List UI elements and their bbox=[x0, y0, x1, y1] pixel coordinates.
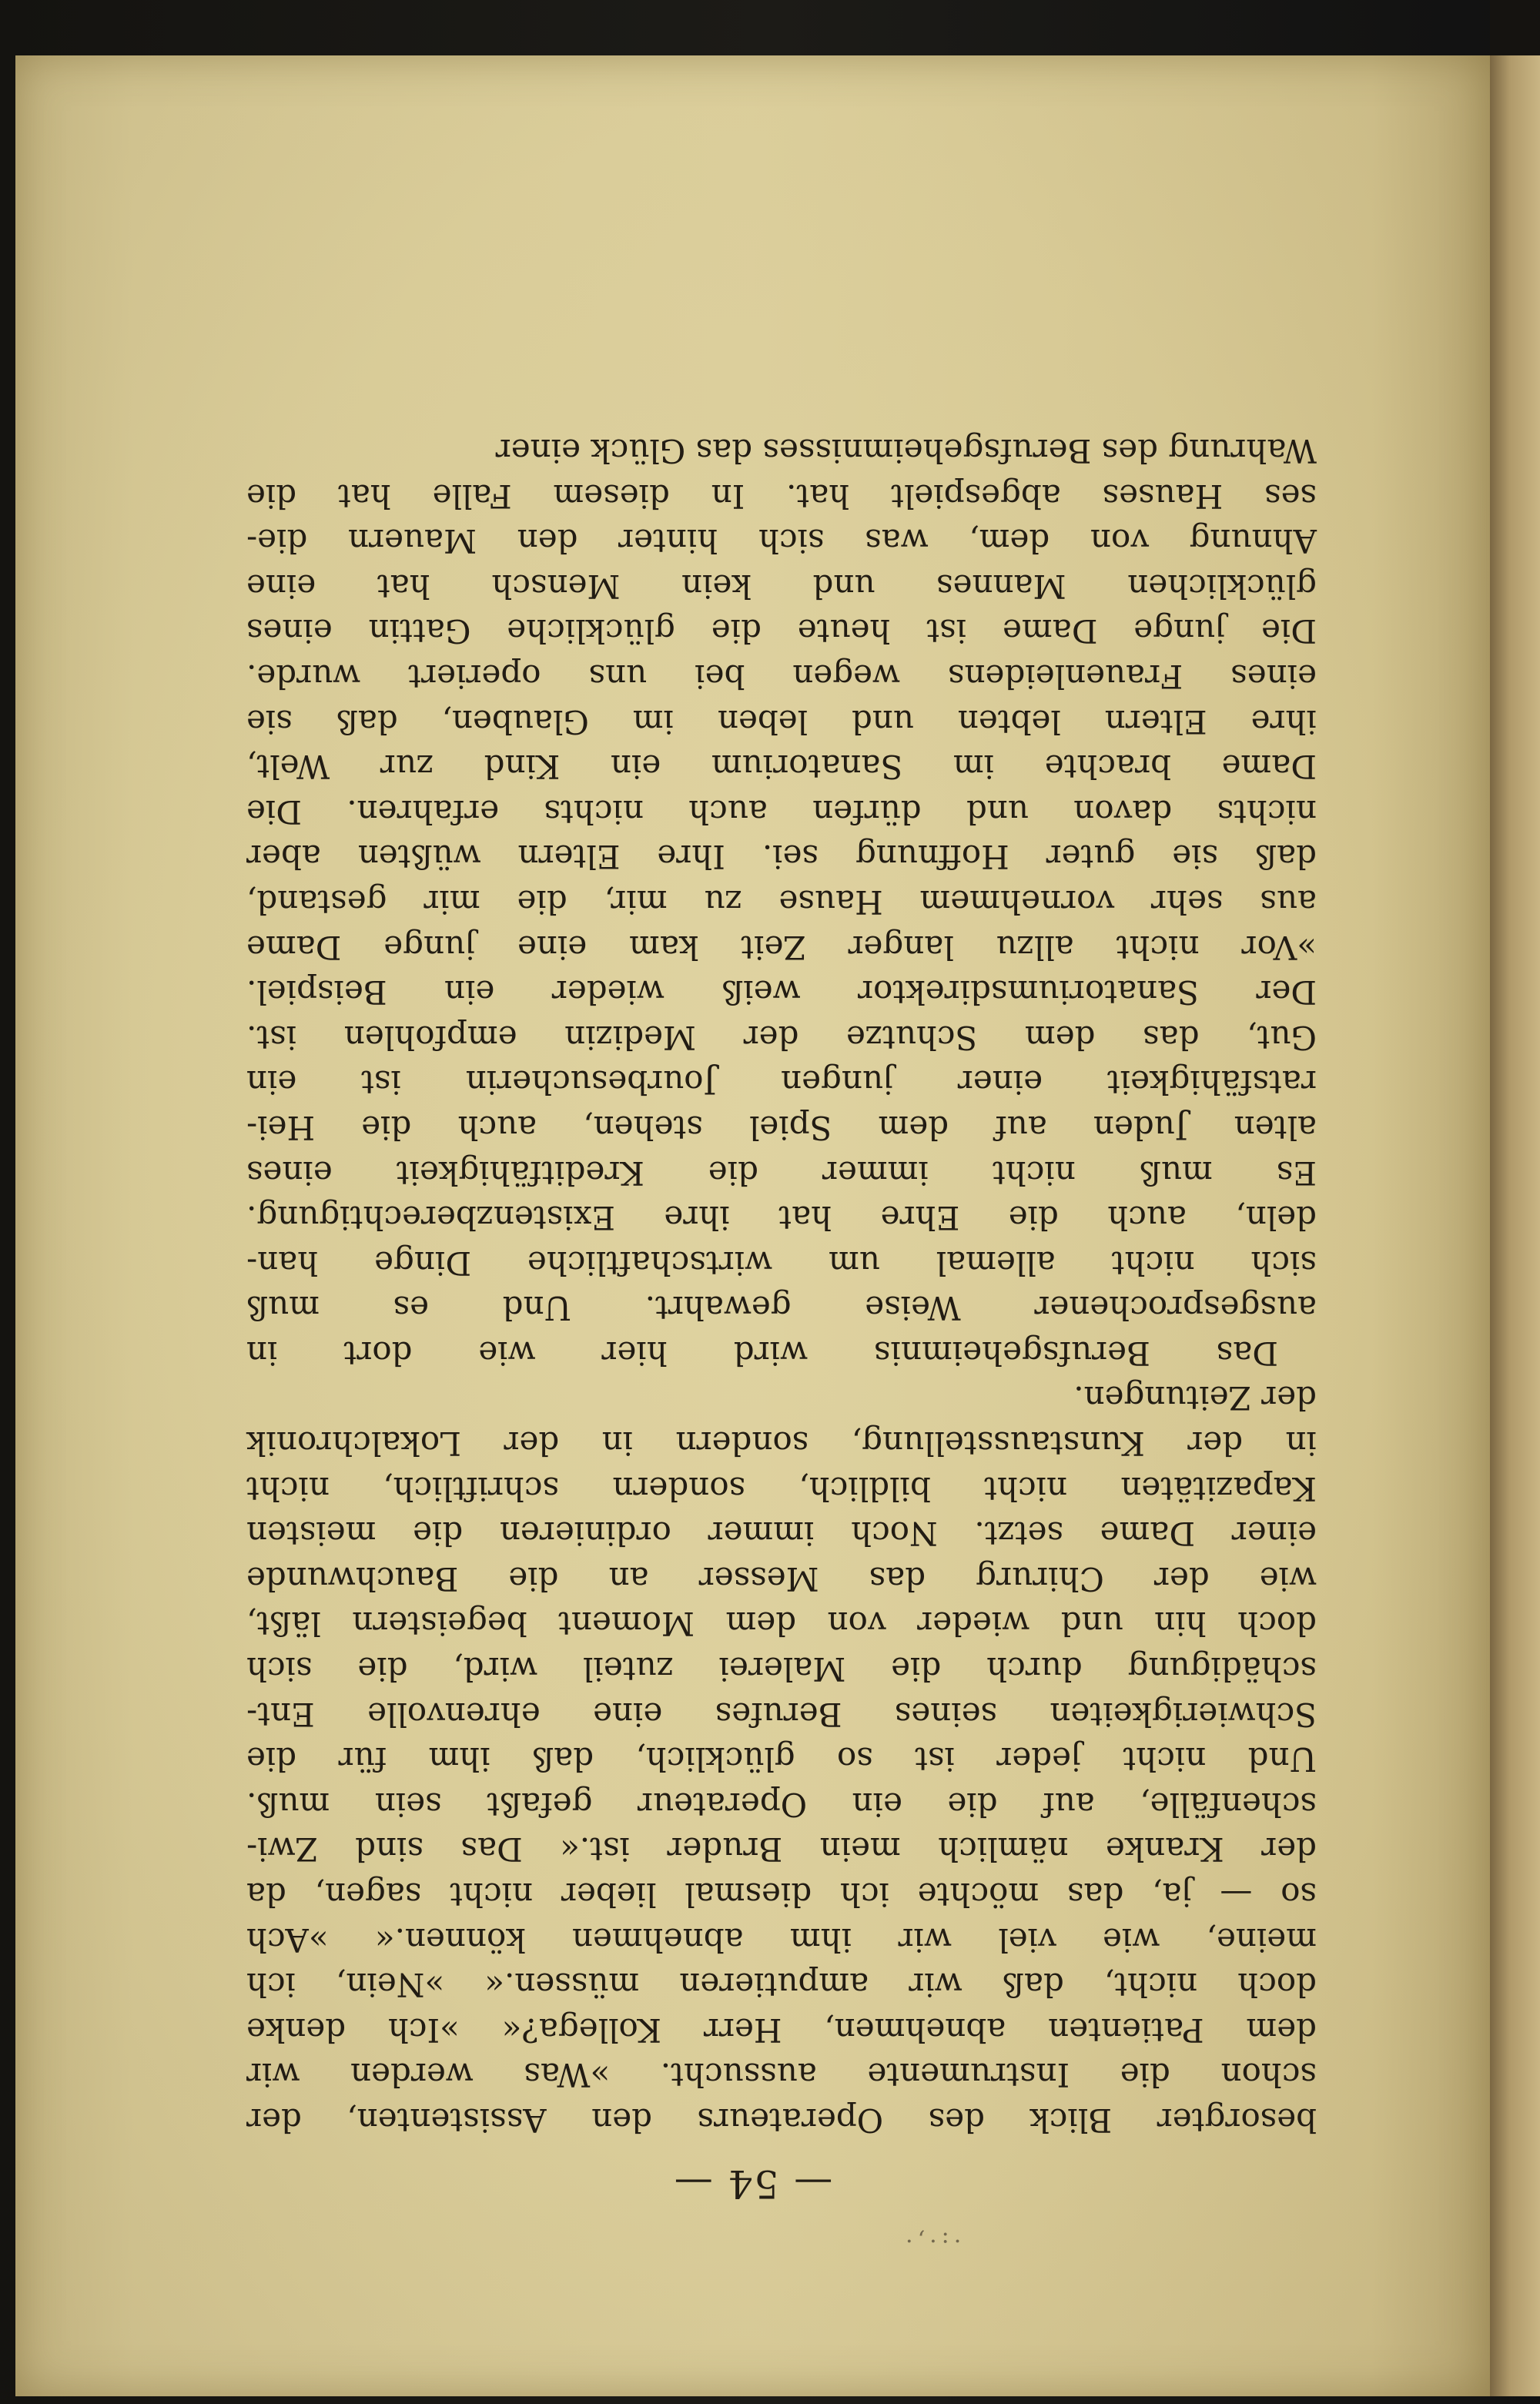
page-number: — 54 — bbox=[672, 2161, 833, 2206]
text-line: doch hin und wieder von dem Moment begeistern läßt, bbox=[246, 1605, 1317, 1643]
text-line: in der Kunstausstellung, sondern in der Lokalchronik bbox=[246, 1425, 1317, 1463]
text-line: Gut, das dem Schutze der Medizin empfohlen ist. bbox=[246, 1018, 1317, 1056]
text-line: doch nicht, daß wir amputieren müssen.« »Nein, ich bbox=[246, 1966, 1317, 2004]
text-line: nichts davon und dürfen auch nichts erfahren. Die bbox=[246, 792, 1317, 831]
book-page bbox=[15, 55, 1490, 2396]
text-line: wie der Chirurg das Messer an die Bauchwunde bbox=[246, 1559, 1317, 1598]
text-line: Ahnung von dem, was sich hinter den Mauern die- bbox=[246, 522, 1317, 561]
text-line: Der Sanatoriumsdirektor weiß wieder ein Beispiel. bbox=[246, 973, 1317, 1012]
text-line: Wahrung des Berufsgeheimnisses das Glück einer bbox=[495, 432, 1317, 470]
text-line: einer Dame setzt. Noch immer ordinieren die meisten bbox=[246, 1515, 1317, 1553]
upside-down-printed-page bbox=[15, 55, 1490, 2396]
body-text bbox=[246, 427, 1317, 2142]
text-line: besorgter Blick des Operateurs den Assistenten, der bbox=[246, 2101, 1317, 2139]
text-line: schädigung durch die Malerei zuteil wird, die sich bbox=[246, 1650, 1317, 1689]
text-line: daß sie guter Hoffnung sei. Ihre Eltern wüßten aber bbox=[246, 838, 1317, 876]
text-line: dem Patienten abnehmen, Herr Kollega?« »Ich denke bbox=[246, 2011, 1317, 2049]
text-line: so — ja, das möchte ich diesmal lieber nicht sagen, da bbox=[246, 1876, 1317, 1914]
text-line: alten Juden auf dem Spiel stehen, auch die Hei- bbox=[246, 1108, 1317, 1147]
ink-smudge: ·:·,· bbox=[901, 2227, 962, 2254]
text-line: »Vor nicht allzu langer Zeit kam eine junge Dame bbox=[246, 928, 1317, 966]
text-line: schenfälle, auf die ein Operateur gefaßt sein muß. bbox=[246, 1785, 1317, 1823]
book-page-edge bbox=[1490, 55, 1540, 2396]
text-line: deln, auch die Ehre hat ihre Existenzberechtigung. bbox=[246, 1199, 1317, 1237]
text-line: Dame brachte im Sanatorium ein Kind zur Welt, bbox=[246, 748, 1317, 786]
text-line: ihre Eltern lebten und leben im Glauben, daß sie bbox=[246, 702, 1317, 741]
text-line: Die junge Dame ist heute die glückliche Gattin eines bbox=[246, 612, 1317, 651]
text-line: der Kranke nämlich mein Bruder ist.« Das sind Zwi- bbox=[246, 1830, 1317, 1869]
text-line: meine, wie viel wir ihm abnehmen können.« »Ach bbox=[246, 1920, 1317, 1959]
text-line: aus sehr vornehmem Hause zu mir, die mir gestand, bbox=[246, 882, 1317, 921]
text-line: schon die Instrumente aussucht. »Was werden wir bbox=[246, 2056, 1317, 2094]
text-line: Das Berufsgeheimnis wird hier wie dort in bbox=[246, 1334, 1278, 1372]
text-line: ausgesprochener Weise gewahrt. Und es muß bbox=[246, 1289, 1317, 1328]
text-line: sich nicht allemal um wirtschaftliche Dinge han- bbox=[246, 1244, 1317, 1282]
text-line: Schwierigkeiten seines Berufes eine ehrenvolle Ent- bbox=[246, 1695, 1317, 1733]
text-line: Und nicht jeder ist so glücklich, daß ihm für die bbox=[246, 1740, 1317, 1779]
text-line: Kapazitäten nicht bildlich, sondern schriftlich, nicht bbox=[246, 1469, 1317, 1508]
text-line: der Zeitungen. bbox=[1073, 1379, 1317, 1418]
text-line: ratsfähigkeit einer jungen Jourbesucherin ist ein bbox=[246, 1063, 1317, 1102]
text-line: ses Hauses abgespielt hat. In diesem Falle hat die bbox=[246, 477, 1317, 515]
text-line: eines Frauenleidens wegen bei uns operiert wurde. bbox=[246, 658, 1317, 695]
text-line: Es muß nicht immer die Kreditfähigkeit eines bbox=[246, 1153, 1317, 1192]
text-line: glücklichen Mannes und kein Mensch hat eine bbox=[246, 567, 1317, 605]
